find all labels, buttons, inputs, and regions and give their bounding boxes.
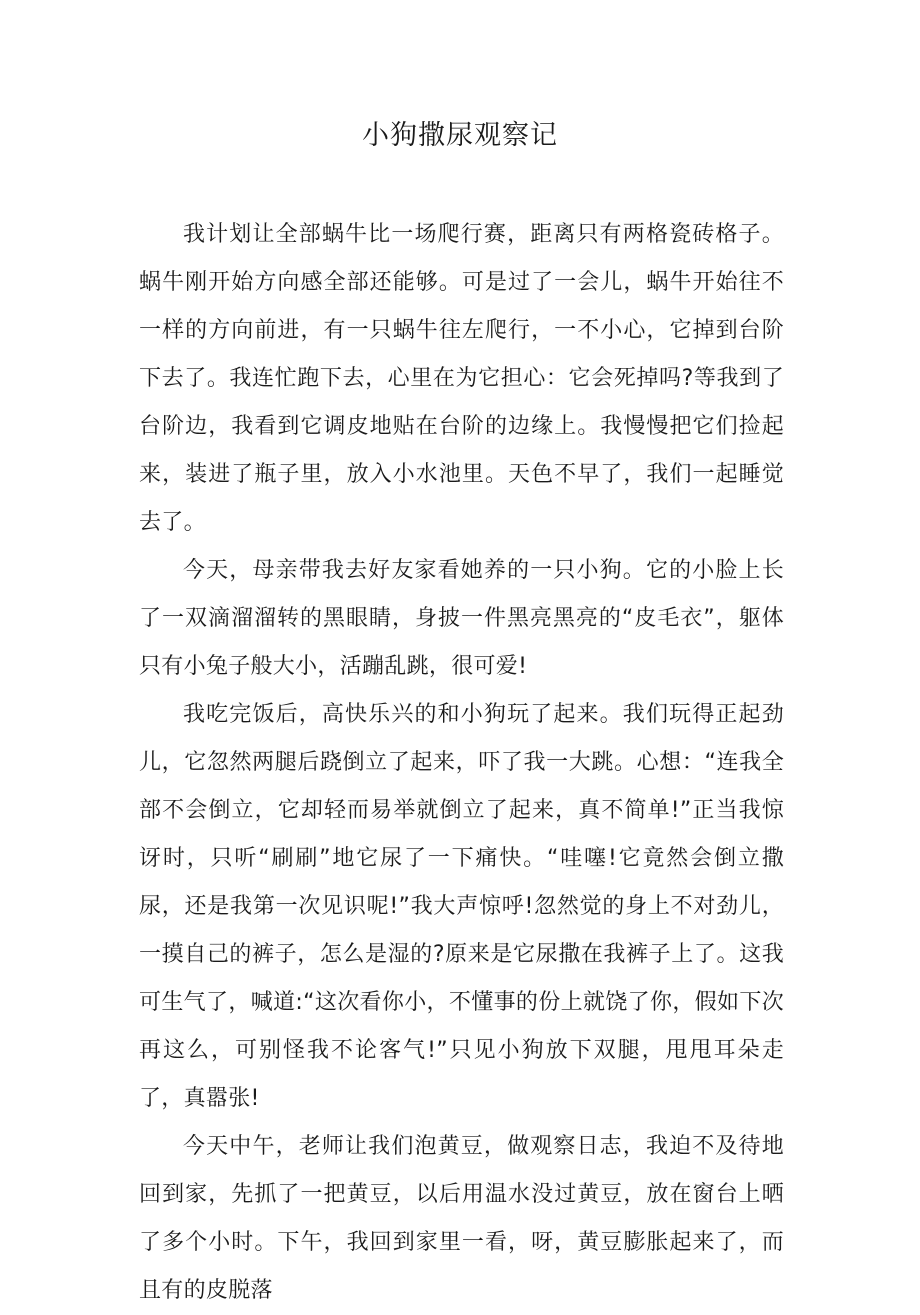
paragraph-puppy-intro: 今天，母亲带我去好友家看她养的一只小狗。它的小脸上长了一双滴溜溜转的黑眼睛，身披一件黑亮黑亮的“皮毛衣”，躯体只有小兔子般大小，活蹦乱跳，很可爱! <box>139 558 784 679</box>
document-title: 小狗撒尿观察记 <box>362 120 558 151</box>
paragraph-puppy-play: 我吃完饭后，高快乐兴的和小狗玩了起来。我们玩得正起劲儿，它忽然两腿后跷倒立了起来，吓了我一大跳。心想：“连我全部不会倒立，它却轻而易举就倒立了起来，真不简单!”正当我惊讶时，只听“刷刷”地它尿了一下痛快。“哇噻!它竟然会倒立撒尿，还是我第一次见识呢!”我大声惊呼!忽然觉的身上不对劲儿，一摸自己的裤子，怎么是湿的?原来是它尿撒在我裤子上了。这我可生气了，喊道:“这次看你小，不懂事的份上就饶了你，假如下次再这么，可别怪我不论客气!”只见小狗放下双腿，甩甩耳朵走了，真嚣张! <box>139 702 784 1111</box>
paragraph-snail-race: 我计划让全部蜗牛比一场爬行赛，距离只有两格瓷砖格子。蜗牛刚开始方向感全部还能够。可是过了一会儿，蜗牛开始往不一样的方向前进，有一只蜗牛往左爬行，一不小心，它掉到台阶下去了。我连忙跑下去，心里在为它担心：它会死掉吗?等我到了台阶边，我看到它调皮地贴在台阶的边缘上。我慢慢把它们捡起来，装进了瓶子里，放入小水池里。天色不早了，我们一起睡觉去了。 <box>139 222 784 535</box>
paragraph-soybean: 今天中午，老师让我们泡黄豆，做观察日志，我迫不及待地回到家，先抓了一把黄豆，以后用温水没过黄豆，放在窗台上晒了多个小时。下午，我回到家里一看，呀，黄豆膨胀起来了，而且有的皮脱落 <box>139 1134 784 1303</box>
document-body <box>139 211 784 1315</box>
